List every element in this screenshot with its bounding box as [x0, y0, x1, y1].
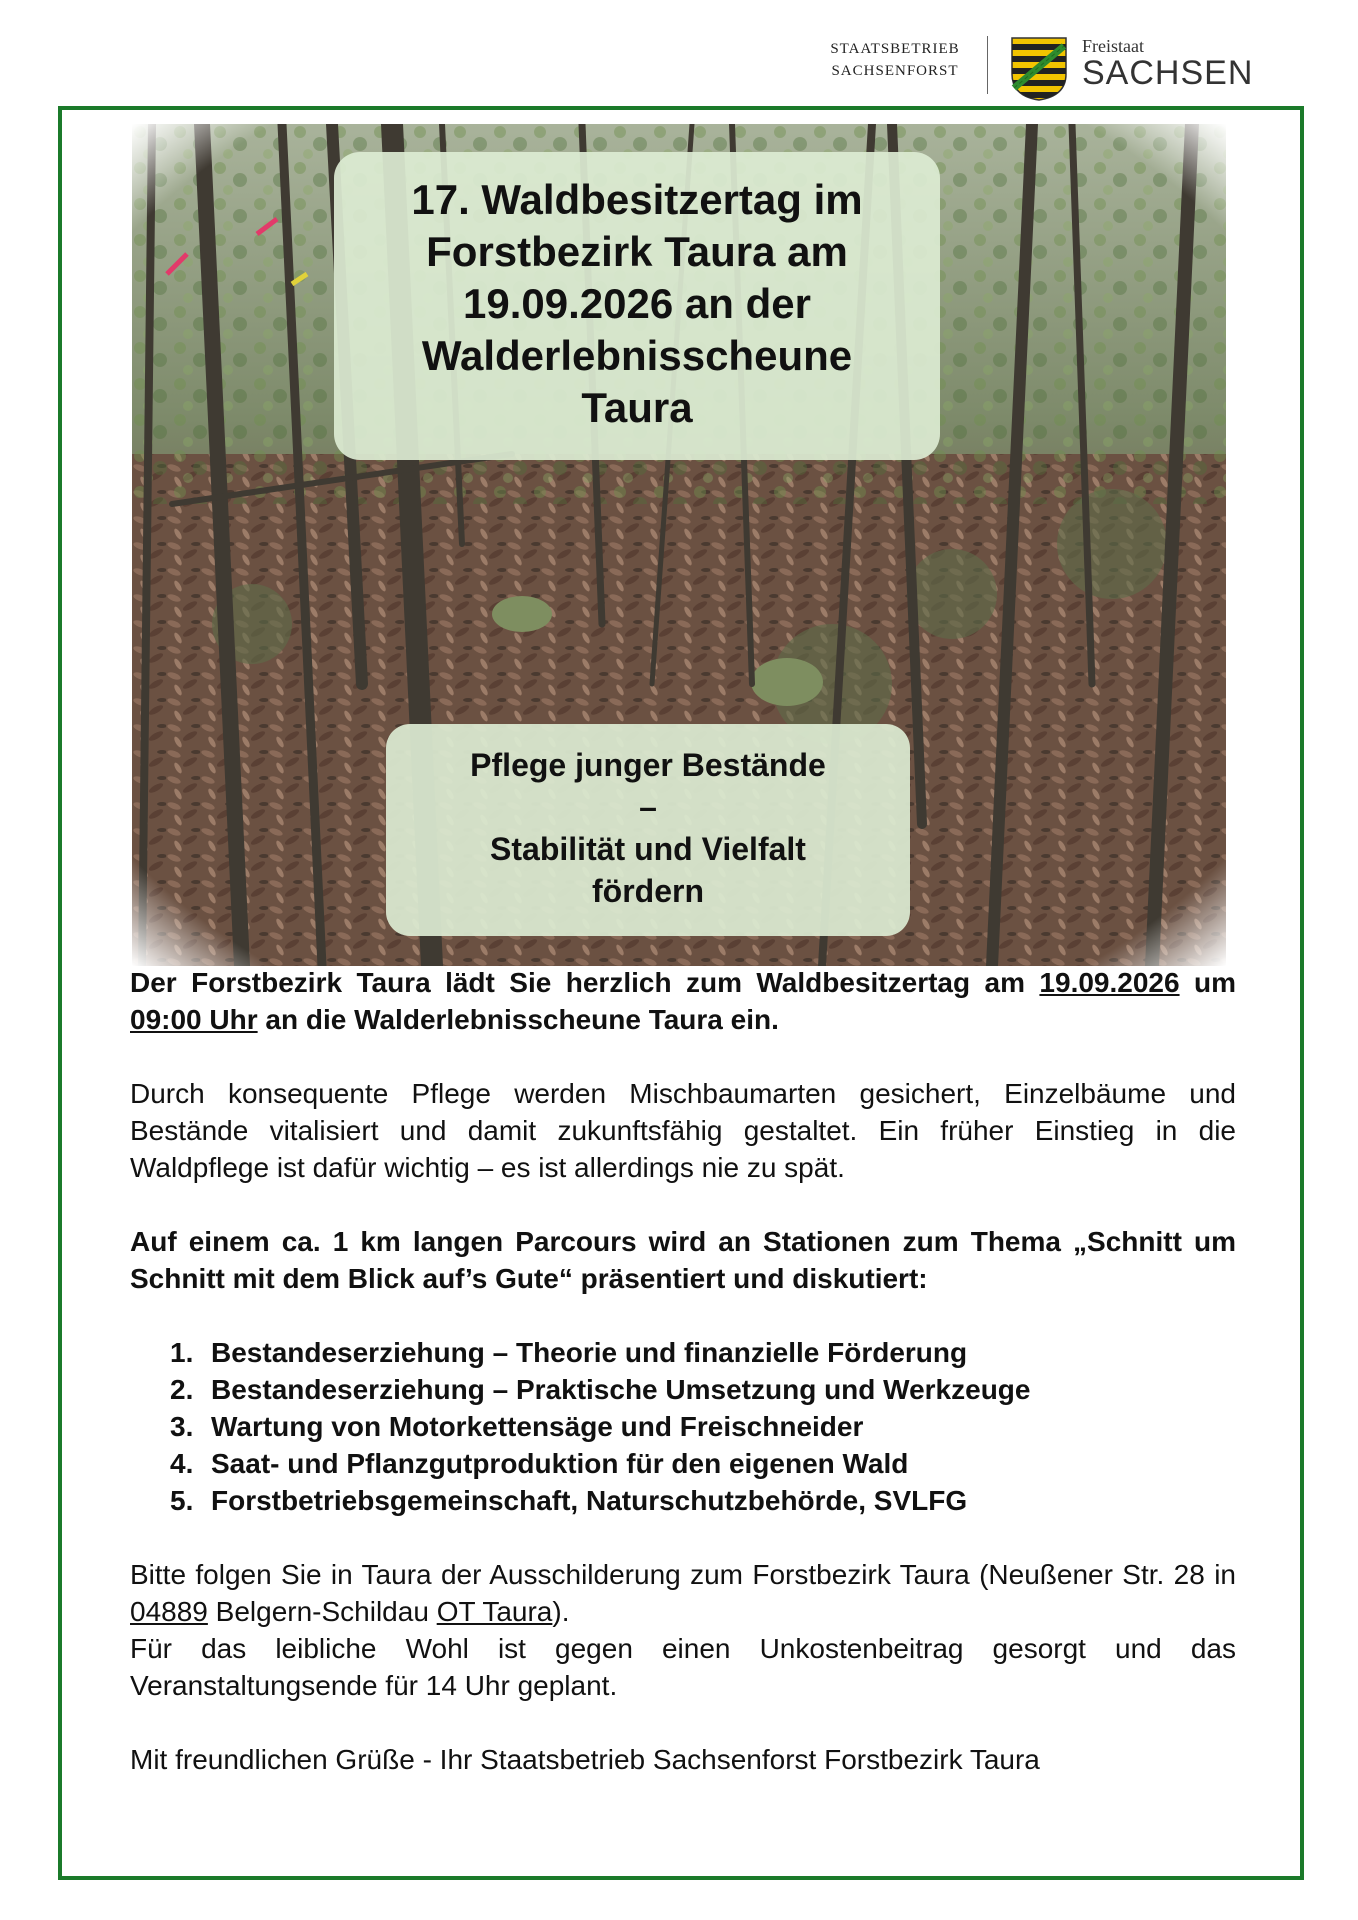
topic-line: Pflege junger Bestände [470, 747, 826, 783]
list-number: 3. [170, 1411, 194, 1442]
org-logo-text [820, 38, 970, 82]
event-date: 19.09.2026 [1039, 967, 1180, 998]
intro-text: an die Walderlebnisscheune Taura ein. [257, 1004, 779, 1035]
title-line: Walderlebnisscheune [421, 332, 853, 379]
sachsen-label: SACHSEN [1082, 54, 1254, 92]
stations-list [130, 1334, 1236, 1519]
freistaat-label: Freistaat [1082, 36, 1144, 56]
list-number: 4. [170, 1448, 194, 1479]
directions-text: ). [552, 1596, 570, 1627]
list-text: Bestandeserziehung – Theorie und finanzielle Förderung [211, 1337, 968, 1368]
list-text: Forstbetriebsgemeinschaft, Naturschutzbehörde, SVLFG [211, 1485, 968, 1516]
org-line2: SACHSENFORST [831, 63, 959, 79]
list-item [170, 1445, 1236, 1482]
title-line: 19.09.2026 an der [463, 280, 811, 327]
list-number: 5. [170, 1485, 194, 1516]
list-item [170, 1482, 1236, 1519]
list-text: Saat- und Pflanzgutproduktion für den eigenen Wald [211, 1448, 909, 1479]
directions-text: Bitte folgen Sie in Taura der Ausschilderung zum Forstbezirk Taura (Neußener Str. 28 in [130, 1559, 1236, 1590]
list-number: 2. [170, 1374, 194, 1405]
postal-code: 04889 [130, 1596, 208, 1627]
list-number: 1. [170, 1337, 194, 1368]
invitation-paragraph [130, 964, 1236, 1038]
title-line: Taura [581, 384, 693, 431]
header-divider [987, 36, 988, 94]
list-item [170, 1371, 1236, 1408]
topic-box [386, 724, 910, 936]
list-text: Wartung von Motorkettensäge und Freischneider [211, 1411, 864, 1442]
header [820, 30, 1254, 110]
topic-line: fördern [592, 873, 704, 909]
catering-paragraph: Für das leibliche Wohl ist gegen einen Unkostenbeitrag gesorgt und das Veranstaltungsende für 14 Uhr geplant. [130, 1633, 1236, 1701]
title-line: Forstbezirk Taura am [426, 228, 848, 275]
title-line: 17. Waldbesitzertag im [411, 176, 863, 223]
parcours-paragraph: Auf einem ca. 1 km langen Parcours wird an Stationen zum Thema „Schnitt um Schnitt mit dem Blick auf’s Gute“ präsentiert und diskutiert: [130, 1226, 1236, 1294]
topic-line: – [639, 789, 657, 825]
directions-text: Belgern-Schildau [207, 1596, 437, 1627]
org-line1: STAATSBETRIEB [830, 41, 960, 57]
topic-line: Stabilität und Vielfalt [490, 831, 806, 867]
intro-text: um [1179, 967, 1236, 998]
district-name: OT Taura [436, 1596, 553, 1627]
list-text: Bestandeserziehung – Praktische Umsetzung und Werkzeuge [211, 1374, 1031, 1405]
closing-line: Mit freundlichen Grüße - Ihr Staatsbetrieb Sachsenforst Forstbezirk Taura [130, 1744, 1040, 1775]
list-item [170, 1334, 1236, 1371]
event-time: 09:00 Uhr [130, 1004, 258, 1035]
event-title-box [334, 152, 940, 460]
letter-body [130, 964, 1236, 1778]
saxony-coat-of-arms-icon [1010, 36, 1068, 102]
care-paragraph: Durch konsequente Pflege werden Mischbaumarten gesichert, Einzelbäume und Bestände vitalisiert und damit zukunftsfähig gestaltet. Ein früher Einstieg in die Waldpflege ist dafür wichtig – es ist allerdings nie zu spät. [130, 1078, 1236, 1183]
list-item [170, 1408, 1236, 1445]
directions-paragraph [130, 1556, 1236, 1630]
intro-text: Der Forstbezirk Taura lädt Sie herzlich zum Waldbesitzertag am [130, 967, 1040, 998]
